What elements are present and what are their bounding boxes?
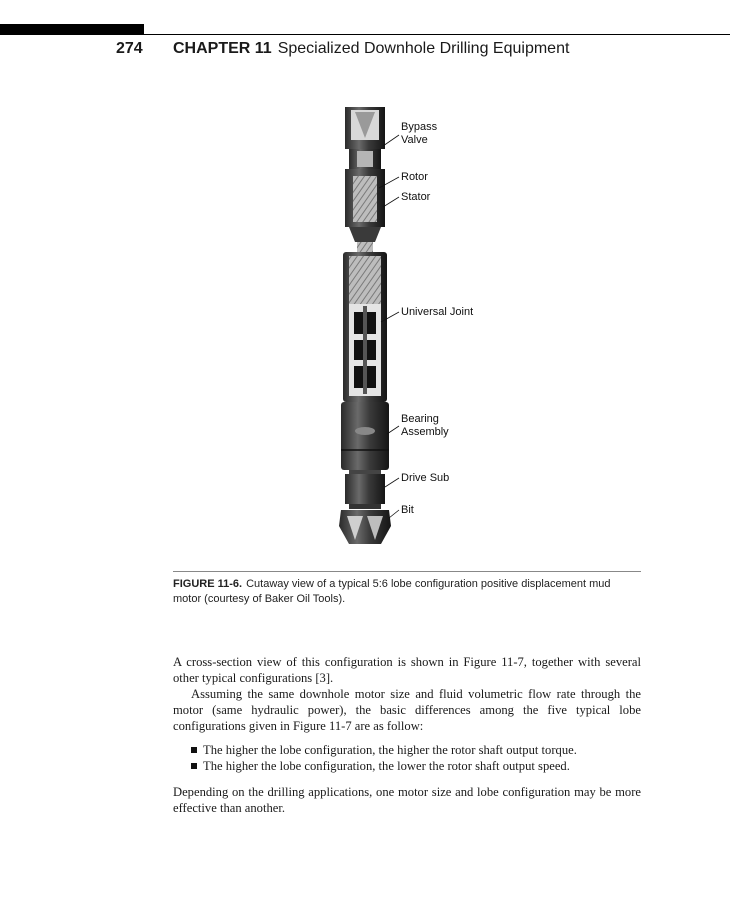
bit-part [339,510,391,544]
bearing-assembly-part [341,402,389,470]
rotor-label: Rotor [401,171,428,183]
mud-motor-figure [335,104,495,554]
stator-label: Stator [401,191,431,203]
list-item: The higher the lobe configuration, the lower the rotor shaft output speed. [173,758,641,774]
drive-sub-label: Drive Sub [401,472,450,484]
figure-caption [173,577,641,607]
paragraph-2: Assuming the same downhole motor size and fluid volumetric flow rate through the motor (same hydraulic power), the basic differences among the five typical lobe configurations given in Figure 11-7 are as follow: [173,687,641,733]
caption-rule [173,571,641,572]
list-item: The higher the lobe configuration, the higher the rotor shaft output torque. [173,742,641,758]
header-bar [0,24,144,35]
paragraph-3: Depending on the drilling applications, one motor size and lobe configuration may be more effective than another. [173,785,641,815]
bullet-list [173,742,641,774]
bit-label: Bit [401,504,414,516]
bearing-assembly-label: Bearing Assembly [401,413,449,438]
body-text [173,654,641,816]
caption-text: Cutaway view of a typical 5:6 lobe configuration positive displacement mud motor (courtesy of Baker Oil Tools). [173,578,611,605]
page-number: 274 [116,40,143,57]
header-rule [144,34,730,35]
bypass-valve-label: Bypass Valve [401,121,438,146]
figure-id: FIGURE 11-6. [173,578,243,590]
paragraph-1: A cross-section view of this configuration is shown in Figure 11-7, together with several other typical configurations [3]. [173,655,641,685]
chapter-label: CHAPTER 11 [173,40,272,57]
chapter-title: Specialized Downhole Drilling Equipment [277,40,570,57]
running-head [173,40,569,58]
drive-sub-part [345,474,385,504]
universal-joint-label: Universal Joint [401,306,474,318]
